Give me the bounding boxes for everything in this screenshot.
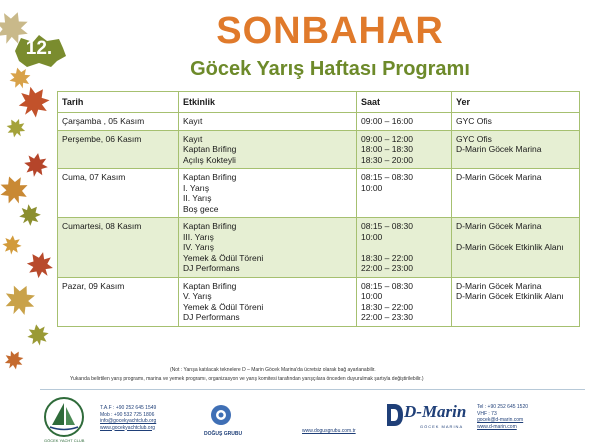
etkinlik-line: DJ Performans (183, 312, 240, 322)
leaf-icon (0, 172, 32, 209)
cell-tarih: Perşembe, 06 Kasım (58, 130, 179, 169)
etkinlik-line: Kaptan Brifing (183, 144, 237, 154)
saat-line: 18:30 – 22:00 (361, 301, 413, 312)
program-table (57, 91, 580, 327)
leaf-icon (3, 115, 29, 141)
cell-yer (452, 113, 580, 131)
d-marin-vhf: VHF : 73 (477, 410, 497, 417)
etkinlik-line: Kaptan Brifing (183, 221, 237, 231)
gyc-logo-caption: GÖCEK YACHT CLUB (44, 438, 85, 443)
saat-line: 09:00 – 16:00 (361, 116, 413, 126)
leaf-icon (25, 322, 50, 347)
etkinlik-line: Kaptan Brifing (183, 280, 237, 291)
cell-saat (357, 277, 452, 326)
d-marin-logo-text: D-Marin (404, 402, 467, 421)
column-header-etkinlik: Etkinlik (179, 92, 357, 113)
cell-etkinlik (179, 130, 357, 169)
leaf-icon (22, 247, 59, 284)
cell-etkinlik (179, 113, 357, 131)
etkinlik-line: Yemek & Ödül Töreni (183, 301, 264, 312)
yer-line: D-Marin Göcek Etkinlik Alanı (456, 242, 564, 252)
column-header-yer: Yer (452, 92, 580, 113)
saat-line: 10:00 (361, 231, 383, 242)
etkinlik-line: Açılış Kokteyli (183, 154, 236, 165)
gocek-yacht-club-logo (40, 395, 88, 441)
etkinlik-line: II. Yarış (183, 193, 212, 203)
footer-divider (40, 389, 585, 390)
saat-line: 18:30 – 20:00 (361, 154, 413, 165)
d-marin-logo-mark (384, 402, 404, 428)
etkinlik-line: V. Yarış (183, 291, 212, 301)
footnote-line-2: Yukarıda belirtilen yarış programı, marina ve yemek programı, organizasyon ve yarış komitesi tarafından yarışçılara önceden duyurulmak şartıyla değiştirilebilir.) (70, 376, 424, 382)
page-title: SONBAHAR (216, 10, 444, 52)
table-row (58, 277, 580, 326)
cell-tarih: Pazar, 09 Kasım (58, 277, 179, 326)
gyc-mobile: Mob : +90 532 725 1806 (100, 411, 155, 418)
etkinlik-line: Yemek & Ödül Töreni (183, 252, 264, 263)
etkinlik-line: Kaptan Brifing (183, 172, 237, 182)
saat-line: 09:00 – 12:00 (361, 133, 413, 144)
saat-line: 08:15 – 08:30 (361, 280, 413, 291)
cell-etkinlik (179, 169, 357, 218)
saat-line: 18:30 – 22:00 (361, 252, 413, 263)
saat-line: 22:00 – 23:30 (361, 312, 413, 322)
cell-saat (357, 218, 452, 278)
d-marin-email-link[interactable]: gocek@d-marin.com (477, 417, 524, 423)
cell-saat (357, 130, 452, 169)
yer-line: D-Marin Göcek Etkinlik Alanı (456, 291, 564, 301)
leaf-icon (2, 235, 23, 256)
cell-tarih: Çarşamba , 05 Kasım (58, 113, 179, 131)
etkinlik-line: DJ Performans (183, 263, 240, 273)
etkinlik-line: III. Yarış (183, 231, 214, 242)
yer-line: GYC Ofis (456, 133, 492, 144)
etkinlik-line: Kayıt (183, 133, 203, 144)
cell-saat (357, 113, 452, 131)
leaf-icon (22, 151, 50, 179)
footnote-line-1: (Not : Yarışa katılacak teknelere D – Marin Göcek Marina'da ücretsiz olarak bağ ayarlanabilir. (170, 367, 376, 373)
gyc-contact (100, 405, 156, 431)
cell-yer (452, 218, 580, 278)
cell-saat (357, 169, 452, 218)
dogus-web-link[interactable]: www.dogusgrubu.com.tr (302, 428, 356, 434)
gyc-email-link[interactable]: info@gocekyachtclub.org (100, 418, 157, 424)
table-row (58, 130, 580, 169)
dogus-logo-text: DOĞUŞ GRUBU (204, 431, 243, 437)
yer-line: D-Marin Göcek Marina (456, 221, 542, 231)
program-table-body (58, 113, 580, 327)
etkinlik-line: I. Yarış (183, 182, 210, 193)
saat-line: 10:00 (361, 291, 383, 301)
table-row (58, 218, 580, 278)
yer-line (456, 232, 575, 243)
dogus-grubu-logo (210, 404, 232, 426)
d-marin-logo-sub: GÖCEK MARINA (420, 424, 464, 429)
saat-line: 18:00 – 18:30 (361, 144, 413, 154)
saat-line: 22:00 – 23:00 (361, 263, 413, 273)
number-badge: 12. (25, 38, 53, 59)
d-marin-web-link[interactable]: www.d-marin.com (477, 423, 517, 430)
table-header-row (58, 92, 580, 113)
column-header-tarih: Tarih (58, 92, 179, 113)
leaf-icon (1, 347, 27, 373)
cell-yer (452, 277, 580, 326)
yer-line: D-Marin Göcek Marina (456, 144, 542, 154)
etkinlik-line: IV. Yarış (183, 242, 215, 252)
table-row (58, 169, 580, 218)
saat-line: 08:15 – 08:30 (361, 172, 413, 182)
leaf-icon (7, 65, 33, 91)
cell-tarih: Cumartesi, 08 Kasım (58, 218, 179, 278)
cell-etkinlik (179, 218, 357, 278)
d-marin-contact (477, 404, 528, 430)
leaf-icon (15, 200, 45, 230)
saat-line (361, 242, 447, 253)
leaf-icon (0, 279, 41, 320)
saat-line: 08:15 – 08:30 (361, 221, 413, 231)
gyc-phone: T.A.F : +90 252 645 1549 (100, 405, 157, 411)
yer-line: GYC Ofis (456, 116, 492, 126)
saat-line: 10:00 (361, 182, 383, 193)
etkinlik-line: Boş gece (183, 203, 219, 214)
column-header-saat: Saat (357, 92, 452, 113)
yer-line: D-Marin Göcek Marina (456, 280, 542, 291)
table-row (58, 113, 580, 131)
gyc-web-link[interactable]: www.gocekyachtclub.org (100, 424, 156, 431)
yer-line: D-Marin Göcek Marina (456, 172, 542, 182)
cell-etkinlik (179, 277, 357, 326)
etkinlik-line: Kayıt (183, 116, 203, 126)
d-marin-phone: Tel : +90 252 645 1520 (477, 404, 529, 410)
cell-tarih: Cuma, 07 Kasım (58, 169, 179, 218)
page-subtitle: Göcek Yarış Haftası Programı (190, 58, 470, 80)
cell-yer (452, 169, 580, 218)
cell-yer (452, 130, 580, 169)
leaf-icon (12, 80, 55, 123)
